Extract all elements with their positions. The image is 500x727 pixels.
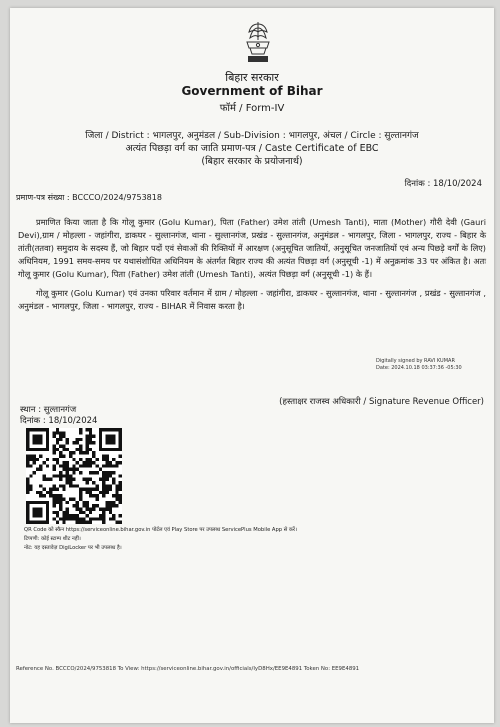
- title-english: Government of Bihar: [181, 84, 323, 98]
- title-hindi: बिहार सरकार: [225, 71, 279, 84]
- digital-signature: [376, 358, 462, 372]
- digital-signature-date: Date: 2024.10.18 03:37:36 -05:30: [376, 365, 462, 371]
- certificate-paragraph-1: प्रमाणित किया जाता है कि गोलू कुमार (Golu Kumar), पिता (Father) उमेश तांती (Umesh Tanti), माता (Mother) गौरी देवी (Gauri Devi),ग्राम / मोहल्ला - जहांगीरा, डाकघर - सुल्तानगंज, थाना - सुल्तानगंज, प्रखंड - सुल्तानगंज, अनुमंडल - भागलपुर, जिला - भागलपुर, राज्य - बिहार के तांती(ततवा) समुदाय के सदस्य हैं, जो बिहार पदों एवं सेवाओं की रिक्तियों में आरक्षण (अनुसूचित जातियों, अनुसूचित जनजातियों एवं अन्य पिछड़े वर्गों के लिए) अधिनियम, 1991 समय-समय पर यथासंशोधित अधिनियम के अंतर्गत बिहार राज्य की अत्यंत पिछड़ा वर्ग (अनुसूची -1) में अनुक्रमांक 33 पर अंकित है। अतः गोलू कुमार (Golu Kumar), पिता (Father) उमेश तांती (Umesh Tanti), अत्यंत पिछड़ा वर्ग (अनुसूची -1) के हैं।: [18, 217, 486, 279]
- certificate-page: [10, 8, 494, 723]
- bihar-state-emblem-icon: [241, 18, 275, 64]
- qr-note-line-3: नोट: यह दस्तावेज़ DigiLocker पर भी उपलब्ध है।: [24, 545, 122, 551]
- qr-code-icon[interactable]: [26, 428, 122, 524]
- signature-date: दिनांक : 18/10/2024: [20, 416, 98, 426]
- qr-note-line-2: टिप्पणी: कोई स्टाम्प शीट नहीं।: [24, 536, 81, 542]
- signature-label: (हस्ताक्षर राजस्व अधिकारी / Signature Revenue Officer): [279, 397, 484, 407]
- place: स्थान : सुल्तानगंज: [20, 405, 77, 415]
- certificate-paragraph-2: गोलू कुमार (Golu Kumar) एवं उनका परिवार वर्तमान में ग्राम / मोहल्ला - जहांगीरा, डाकघर - सुल्तानगंज, थाना - सुल्तानगंज , प्रखंड - सुल्तानगंज , अनुमंडल - भागलपुर, जिला - भागलपुर, राज्य - BIHAR में निवास करता है।: [18, 288, 486, 311]
- digital-signature-name: Digitally signed by RAVI KUMAR: [376, 358, 455, 364]
- issue-date: दिनांक : 18/10/2024: [404, 179, 482, 189]
- certificate-subtitle: (बिहार सरकार के प्रयोजनार्थ): [201, 156, 303, 167]
- form-number: फॉर्म / Form-IV: [219, 103, 285, 114]
- reference-line: Reference No. BCCCO/2024/9753818 To View: https://serviceonline.bihar.gov.in/officials/IyD8Hx/EE9E4891 Token No: EE9E4891: [16, 666, 360, 672]
- qr-instructions: [24, 526, 484, 553]
- certificate-title: अत्यंत पिछड़ा वर्ग का जाति प्रमाण-पत्र / Caste Certificate of EBC: [125, 143, 379, 154]
- district-line: जिला / District : भागलपुर, अनुमंडल / Sub-Division : भागलपुर, अंचल / Circle : सुल्तानगंज: [85, 131, 419, 141]
- certificate-body: [18, 216, 486, 313]
- certificate-number: प्रमाण-पत्र संख्या : BCCCO/2024/9753818: [16, 193, 162, 202]
- qr-note-line-1: QR Code को स्कैन https://serviceonline.bihar.gov.in पोर्टल एवं Play Store पर उपलब्ध ServicePlus Mobile App से करें।: [24, 527, 297, 533]
